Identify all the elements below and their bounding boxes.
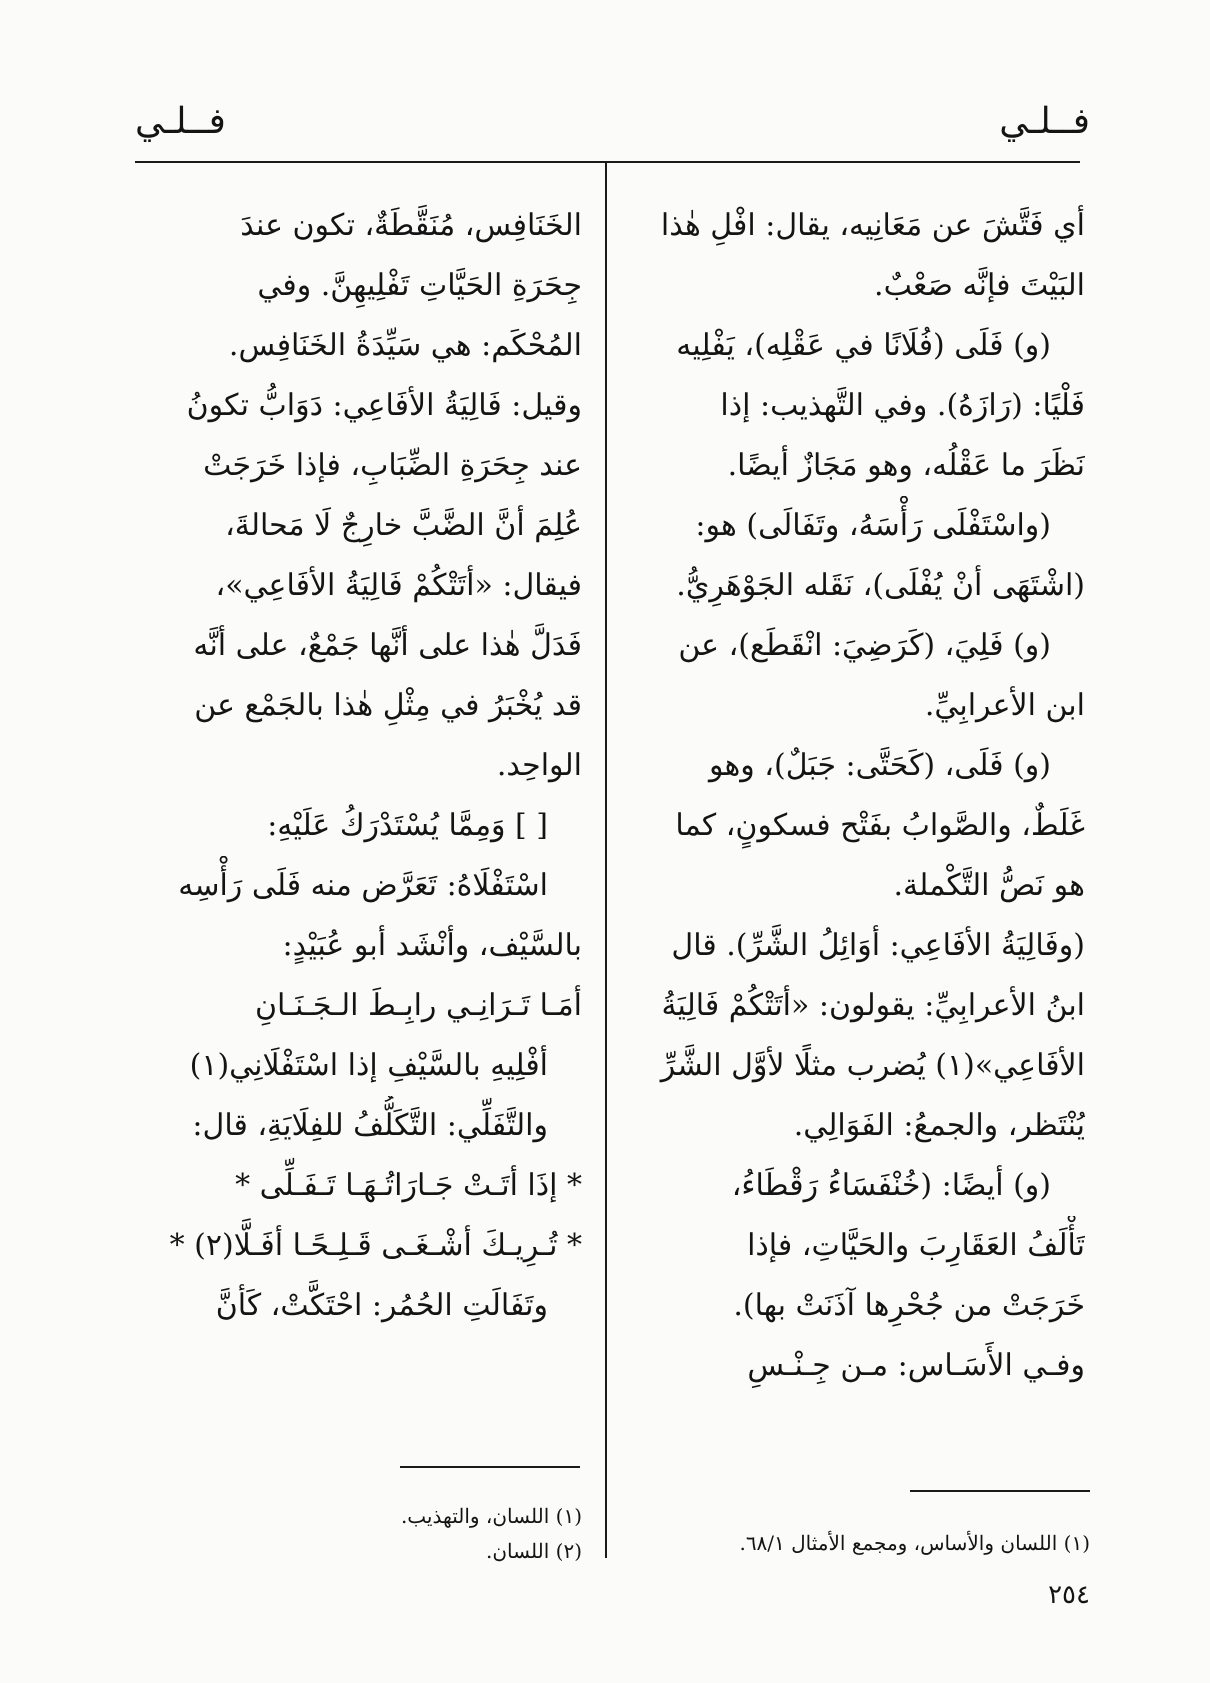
text-line: تَأْلَفُ العَقَارِبَ والحَيَّاتِ، فإذا [747, 1228, 1085, 1263]
text-line: الواحِد. [496, 748, 582, 783]
text-line: اسْتَفْلَاهُ: تَعَرَّض منه فَلَى رَأْسِه [178, 868, 548, 903]
verse-line: أمَـا تَـرَانِـي رابِـطَ الـجَـنَـانِ [255, 988, 582, 1023]
verse-line: * تُـرِيـكَ أشْـغَـى قَـلِـحًـا أفَـلَّا(٢) * [169, 1228, 582, 1263]
section-heading: [ ] وَمِمَّا يُسْتَدْرَكُ عَلَيْهِ: [267, 808, 548, 843]
verse-line: * إذَا أتَـتْ جَـارَاتُـهَـا تَـفَـلِّى * [235, 1168, 582, 1203]
column-divider [605, 163, 607, 1558]
text-line: فَلْيًا: (رَازَهُ). وفي التَّهذيب: إذا [720, 388, 1085, 423]
text-line: وقيل: فَالِيَةُ الأفَاعِي: دَوَابُّ تكونُ [186, 388, 582, 423]
text-line: (واسْتَفْلَى رَأْسَهُ، وتَفَالَى) هو: [695, 508, 1051, 543]
footnote-right-1: (١) اللسان والأساس، ومجمع الأمثال ٦٨/١. [739, 1531, 1090, 1555]
text-line: فيقال: «أتَتْكُمْ فَالِيَةُ الأفَاعِي»، [215, 568, 582, 603]
text-line: قد يُخْبَرُ في مِثْلِ هٰذا بالجَمْع عن [194, 688, 582, 723]
text-line: (و) فَلِيَ، (كَرَضِيَ: انْقَطَع)، عن [678, 628, 1051, 663]
text-line: (و) فَلَى (فُلَانًا في عَقْلِه)، يَفْلِيه [676, 328, 1051, 363]
text-line: جِحَرَةِ الحَيَّاتِ تَفْلِيهِنَّ. وفي [257, 268, 582, 303]
running-head-left: فــلـي [135, 101, 226, 142]
text-line: عند جِحَرَةِ الضِّبَابِ، فإذا خَرَجَتْ [203, 448, 582, 483]
text-line: (و) فَلَى، (كَحَتَّى: جَبَلٌ)، وهو [708, 748, 1051, 783]
text-line: البَيْتَ فإنَّه صَعْبٌ. [874, 268, 1085, 303]
right-column [650, 196, 1085, 1396]
text-line: (و) أيضًا: (خُنْفَسَاءُ رَقْطَاءُ، [731, 1168, 1051, 1203]
text-line: بالسَّيْف، وأنْشَد أبو عُبَيْدٍ: [282, 928, 582, 963]
text-line: (وفَالِيَةُ الأفَاعِي: أوَائِلُ الشَّرِّ). قال [671, 928, 1085, 963]
text-line: وفـي الأَسَـاس: مـن جِـنْـسِ [747, 1348, 1085, 1383]
text-line: هو نَصُّ التَّكْملة. [893, 868, 1085, 903]
verse-line: أفْلِيهِ بالسَّيْفِ إذا اسْتَفْلَانِي(١) [189, 1048, 548, 1083]
text-line: خَرَجَتْ من جُحْرِها آذَنَتْ بها). [733, 1288, 1085, 1323]
left-column [132, 196, 582, 1336]
header-rule [135, 161, 1080, 163]
text-line: المُحْكَم: هي سَيِّدَةُ الخَنَافِس. [228, 328, 582, 363]
text-line: أي فَتَّشَ عن مَعَانِيه، يقال: افْلِ هٰذا [660, 208, 1085, 243]
text-line: (اشْتَهَى أنْ يُفْلَى)، نَقَله الجَوْهَرِيُّ. [676, 568, 1085, 603]
text-line: ابنُ الأعرابِيِّ: يقولون: «أتَتْكُمْ فَالِيَةُ [661, 988, 1085, 1023]
text-line: ابن الأعرابِيِّ. [924, 688, 1085, 723]
text-line: الخَنَافِس، مُنَقَّطَةٌ، تكون عندَ [240, 208, 582, 243]
footnote-left-2: (٢) اللسان. [486, 1539, 582, 1563]
running-head-right: فــلـي [999, 101, 1090, 142]
footnote-rule-left [400, 1466, 580, 1468]
text-line: يُنْتَظر، والجمعُ: الفَوَالِي. [793, 1108, 1085, 1143]
text-line: وتَفَالَتِ الحُمُر: احْتَكَّتْ، كَأنَّ [215, 1288, 548, 1323]
page-number: ٢٥٤ [1048, 1580, 1090, 1610]
text-line: نَظَرَ ما عَقْلُه، وهو مَجَازٌ أيضًا. [727, 448, 1085, 483]
text-line: فَدَلَّ هٰذا على أنَّها جَمْعٌ، على أنَّه [193, 628, 582, 663]
text-line: غَلَطٌ، والصَّوابُ بفَتْح فسكونٍ، كما [675, 808, 1085, 843]
footnote-rule-right [910, 1490, 1090, 1492]
text-line: عُلِمَ أنَّ الضَّبَّ خارِجٌ لَا مَحالةَ، [225, 508, 582, 543]
footnote-left-1: (١) اللسان، والتهذيب. [400, 1504, 582, 1528]
text-line: والتَّفَلِّي: التَّكَلُّفُ للفِلَايَةِ، قال: [192, 1108, 548, 1143]
text-line: الأفَاعِي»(١) يُضرب مثلًا لأوَّل الشَّرِّ [660, 1048, 1085, 1083]
